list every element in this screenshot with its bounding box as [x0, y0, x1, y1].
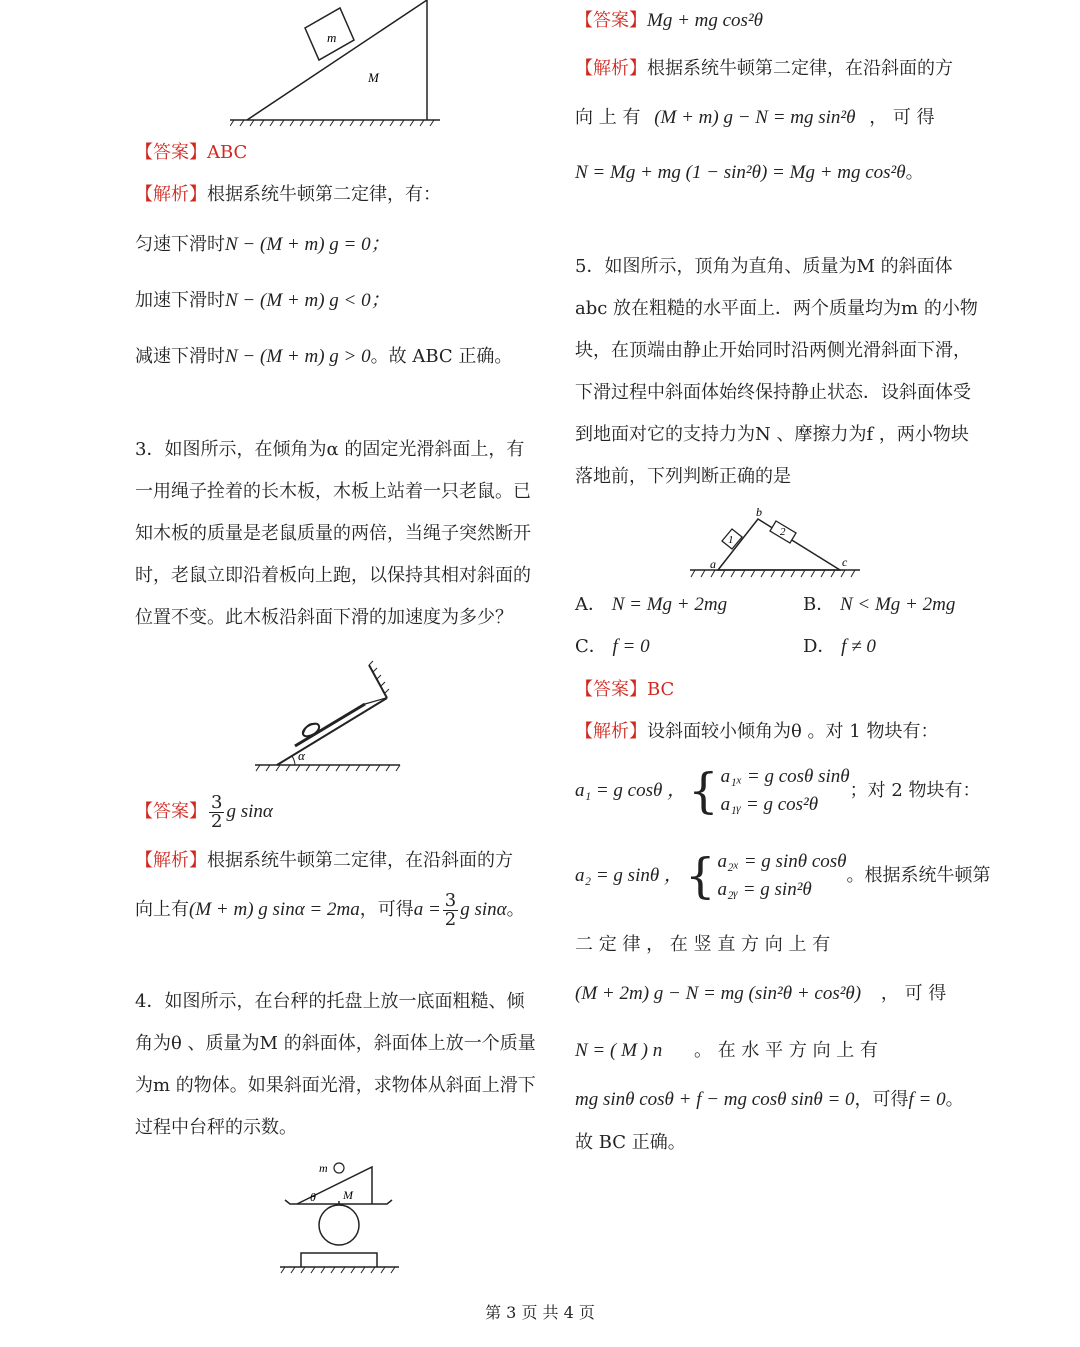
- option-label: D．: [803, 636, 836, 657]
- q2-answer-value: ABC: [207, 142, 248, 163]
- q3-answer-expr: g sinα: [226, 801, 273, 822]
- q5-eq1: (M + 2m) g − N = mg (sin²θ + cos²θ): [575, 983, 862, 1004]
- q2-uniform-line: [135, 224, 540, 266]
- q5-eq3-mid: ，可得: [854, 1089, 909, 1110]
- q4-scale-figure: [277, 1155, 402, 1275]
- analysis-tag: 【解析】: [135, 850, 207, 871]
- q5-analysis-line: [575, 711, 980, 753]
- period: 。: [506, 899, 525, 920]
- q5-eq3: mg sinθ cosθ + f − mg cosθ sinθ = 0: [575, 1089, 855, 1110]
- q5-answer-line: [575, 669, 980, 711]
- q2-answer-line: [135, 132, 540, 174]
- q5-eq2: N = ( M ) n: [575, 1040, 663, 1061]
- q5-a2-line: [575, 848, 991, 904]
- option-expr: f ≠ 0: [841, 636, 876, 657]
- q3-analysis-line2: [135, 888, 540, 932]
- fraction: [209, 791, 224, 832]
- q5-law-line: 二 定 律 ， 在 竖 直 方 向 上 有: [575, 934, 831, 955]
- q3-eq-tail: g sinα: [460, 899, 507, 920]
- q3-incline-figure: [255, 660, 405, 775]
- q4-analysis-line: [575, 48, 980, 90]
- analysis-tag: 【解析】: [575, 721, 647, 742]
- q5-options-row2: [575, 626, 980, 668]
- q3-eq: (M + m) g sinα = 2ma: [189, 899, 360, 920]
- q5-analysis-text: 设斜面较小倾角为θ 。对 1 物块有：: [647, 721, 939, 742]
- q2-analysis-text: 根据系统牛顿第二定律，有：: [207, 184, 441, 205]
- option-a[interactable]: [575, 584, 727, 626]
- q4-text: 向 上 有: [575, 107, 641, 128]
- analysis-tag: 【解析】: [575, 58, 647, 79]
- q2-uniform-eq: N − (M + m) g = 0；: [225, 234, 390, 255]
- q2-wedge-figure: [230, 0, 440, 128]
- q4-question: 4．如图所示，在台秤的托盘上放一底面粗糙、倾角为θ 、质量为M 的斜面体，斜面体上放一个质量为m 的物体。如果斜面光滑，求物体从斜面上滑下过程中台秤的示数。: [135, 991, 536, 1138]
- q4-fig-M: M: [343, 1188, 353, 1202]
- answer-tag: 【答案】: [575, 679, 647, 700]
- q5-eq3-f: f = 0: [908, 1089, 946, 1110]
- fraction: [443, 889, 458, 930]
- q5-eq3-line: [575, 1079, 980, 1121]
- q5-answer-value: BC: [647, 679, 675, 700]
- q2-fig-m-label: m: [327, 30, 337, 45]
- q3-answer-line: [135, 790, 540, 834]
- q3-fig-alpha: α: [298, 748, 305, 763]
- q3-analysis-text: 根据系统牛顿第二定律，在沿斜面的方: [207, 850, 513, 871]
- answer-tag: 【答案】: [575, 10, 647, 31]
- q4-text-tail: ， 可 得: [869, 107, 935, 128]
- period: 。: [905, 162, 924, 183]
- q3-question: 3．如图所示，在倾角为α 的固定光滑斜面上，有一用绳子拴着的长木板，木板上站着一只老鼠。已知木板的质量是老鼠质量的两倍，当绳子突然断开时，老鼠立即沿着板向上跑，以保持其相对斜面的位置不变。此木板沿斜面下滑的加速度为多少？: [135, 439, 531, 628]
- q2-fig-M-label: M: [368, 70, 379, 85]
- q5-a2y: a₂ᵧ = g sin²θ: [717, 879, 812, 900]
- q5-a1-line: [575, 763, 980, 819]
- q5-a1-tail: ；对 2 物块有：: [849, 780, 981, 801]
- option-label: B．: [803, 594, 835, 615]
- q5-a1: a₁ = g cosθ ，: [575, 780, 687, 801]
- option-label: A．: [575, 594, 606, 615]
- q5-options-row1: [575, 584, 980, 626]
- q4-fig-m: m: [319, 1161, 328, 1175]
- q2-decel-eq: N − (M + m) g > 0: [225, 346, 371, 367]
- brace: {: [684, 848, 716, 904]
- q2-uniform-text: 匀速下滑时: [135, 234, 225, 255]
- q4-eq2: N = Mg + mg (1 − sin²θ) = Mg + mg cos²θ: [575, 162, 906, 183]
- q5-a1x: a₁ₓ = g cosθ sinθ: [720, 766, 850, 787]
- q4-analysis-text: 根据系统牛顿第二定律，在沿斜面的方: [647, 58, 953, 79]
- analysis-tag: 【解析】: [135, 184, 207, 205]
- q5-eq1-tail: ， 可 得: [880, 983, 947, 1004]
- q2-decel-line: [135, 336, 540, 378]
- q5-a1-system: [721, 763, 850, 819]
- q3-text-mid: ，可得: [359, 899, 414, 920]
- option-expr: N < Mg + 2mg: [839, 594, 956, 615]
- q3-eq-a: a =: [413, 899, 441, 920]
- q2-conclusion: 。故 ABC 正确。: [370, 346, 513, 367]
- q5-fig-2: 2: [780, 526, 786, 538]
- q4-answer-expr: Mg + mg cos²θ: [647, 10, 763, 31]
- option-b[interactable]: [803, 584, 955, 626]
- q3-text: 向上有: [135, 899, 189, 920]
- q5-wedge-figure: [690, 505, 860, 583]
- fraction-den: 2: [211, 810, 223, 832]
- period: 。: [945, 1089, 964, 1110]
- answer-tag: 【答案】: [135, 142, 207, 163]
- brace: {: [688, 763, 719, 819]
- q4-answer-line: [575, 0, 980, 42]
- q5-a1y: a₁ᵧ = g cos²θ: [720, 794, 819, 815]
- q4-analysis-line2: [575, 97, 980, 139]
- q4-fig-theta: θ: [310, 1190, 316, 1204]
- page-footer: 第 3 页 共 4 页: [485, 1303, 595, 1322]
- q5-fig-1: 1: [728, 534, 734, 546]
- q5-fig-c: c: [842, 555, 848, 569]
- q5-a2-tail: 。根据系统牛顿第: [846, 865, 991, 886]
- q5-a2x: a₂ₓ = g sinθ cosθ: [717, 851, 847, 872]
- q5-conclusion: 故 BC 正确。: [575, 1132, 686, 1153]
- fraction-den: 2: [444, 908, 457, 930]
- q5-fig-a: a: [710, 557, 716, 571]
- q5-eq1-line: [575, 973, 980, 1015]
- q5-eq2-tail: 。 在 水 平 方 向 上 有: [693, 1040, 879, 1061]
- q5-a2-system: [717, 848, 846, 904]
- q5-a2: a₂ = g sinθ ，: [575, 865, 683, 886]
- q5-fig-b: b: [756, 505, 762, 519]
- q4-analysis-line3: [575, 152, 980, 194]
- fraction-num: 3: [211, 791, 223, 813]
- q2-accel-line: [135, 280, 540, 322]
- option-d[interactable]: [803, 626, 876, 668]
- q5-eq2-line: [575, 1030, 980, 1072]
- option-expr: f = 0: [612, 636, 650, 657]
- option-expr: N = Mg + 2mg: [611, 594, 728, 615]
- q2-accel-eq: N − (M + m) g < 0；: [225, 290, 390, 311]
- fraction-num: 3: [444, 889, 457, 911]
- q3-analysis-line: [135, 840, 540, 882]
- q2-accel-text: 加速下滑时: [135, 290, 225, 311]
- q2-analysis-line: [135, 174, 540, 216]
- q5-question: 5．如图所示，顶角为直角、质量为M 的斜面体abc 放在粗糙的水平面上．两个质量均为m 的小物块，在顶端由静止开始同时沿两侧光滑斜面下滑，下滑过程中斜面体始终保持静止状态．设斜面体受到地面对它的支持力为N 、摩擦力为f ，两小物块落地前，下列判断正确的是: [575, 256, 978, 487]
- q4-eq: (M + m) g − N = mg sin²θ: [654, 107, 856, 128]
- option-label: C．: [575, 636, 607, 657]
- answer-tag: 【答案】: [135, 801, 207, 822]
- q2-decel-text: 减速下滑时: [135, 346, 225, 367]
- option-c[interactable]: [575, 626, 650, 668]
